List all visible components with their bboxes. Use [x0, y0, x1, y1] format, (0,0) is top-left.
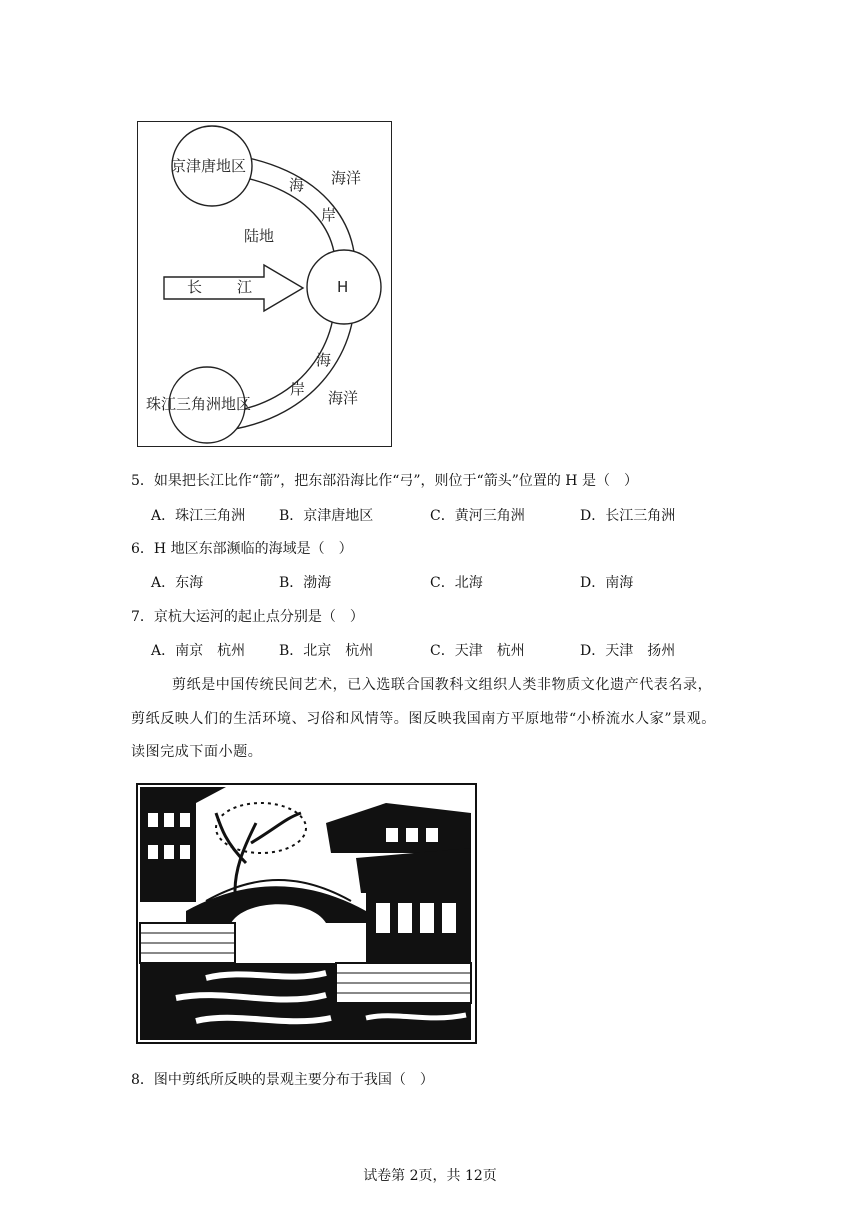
passage-line-2: 剪纸反映人们的生活环境、习俗和风情等。图反映我国南方平原地带“小桥流水人家”景观。	[131, 711, 716, 727]
label-zhujiang: 珠江三角洲地区	[146, 395, 252, 413]
label-haiyang-bottom: 海洋	[328, 389, 359, 407]
q7-option-b[interactable]: B．北京 杭州	[279, 643, 374, 659]
label-hai-top: 海	[289, 176, 305, 194]
label-h: H	[337, 278, 349, 296]
q5-option-b[interactable]: B．京津唐地区	[279, 508, 374, 524]
label-jingjintang: 京津唐地区	[171, 157, 247, 175]
label-ludi: 陆地	[244, 227, 275, 245]
question-8-stem: 8．图中剪纸所反映的景观主要分布于我国（ ）	[131, 1072, 434, 1088]
q6-option-c[interactable]: C．北海	[430, 575, 483, 591]
q7-option-a[interactable]: A．南京 杭州	[151, 643, 246, 659]
q5-option-a[interactable]: A．珠江三角洲	[151, 508, 246, 524]
q6-option-a[interactable]: A．东海	[151, 575, 204, 591]
yangtze-arrow	[164, 265, 303, 311]
label-an-top: 岸	[321, 206, 337, 224]
passage-line-3: 读图完成下面小题。	[131, 744, 263, 760]
question-5-stem: 5．如果把长江比作“箭”，把东部沿海比作“弓”，则位于“箭头”位置的 H 是（ ）	[131, 473, 638, 489]
q6-option-b[interactable]: B．渤海	[279, 575, 332, 591]
label-jiang: 江	[237, 278, 253, 296]
label-chang: 长	[187, 278, 203, 296]
passage-line-1: 剪纸是中国传统民间艺术，已入选联合国教科文组织人类非物质文化遗产代表名录，	[172, 677, 713, 693]
question-7-stem: 7．京杭大运河的起止点分别是（ ）	[131, 609, 364, 625]
q7-option-d[interactable]: D．天津 扬州	[580, 643, 676, 659]
q6-option-d[interactable]: D．南海	[580, 575, 634, 591]
page-footer: 试卷第 2页，共 12页	[363, 1168, 497, 1184]
q5-option-c[interactable]: C．黄河三角洲	[430, 508, 525, 524]
label-haiyang-top: 海洋	[331, 169, 362, 187]
question-6-stem: 6．H 地区东部濒临的海域是（ ）	[131, 541, 353, 557]
papercut-image	[136, 783, 477, 1044]
label-hai-bottom: 海	[316, 351, 332, 369]
label-an-bottom: 岸	[290, 380, 306, 398]
q5-option-d[interactable]: D．长江三角洲	[580, 508, 676, 524]
region-diagram	[137, 121, 392, 447]
q7-option-c[interactable]: C．天津 杭州	[430, 643, 525, 659]
